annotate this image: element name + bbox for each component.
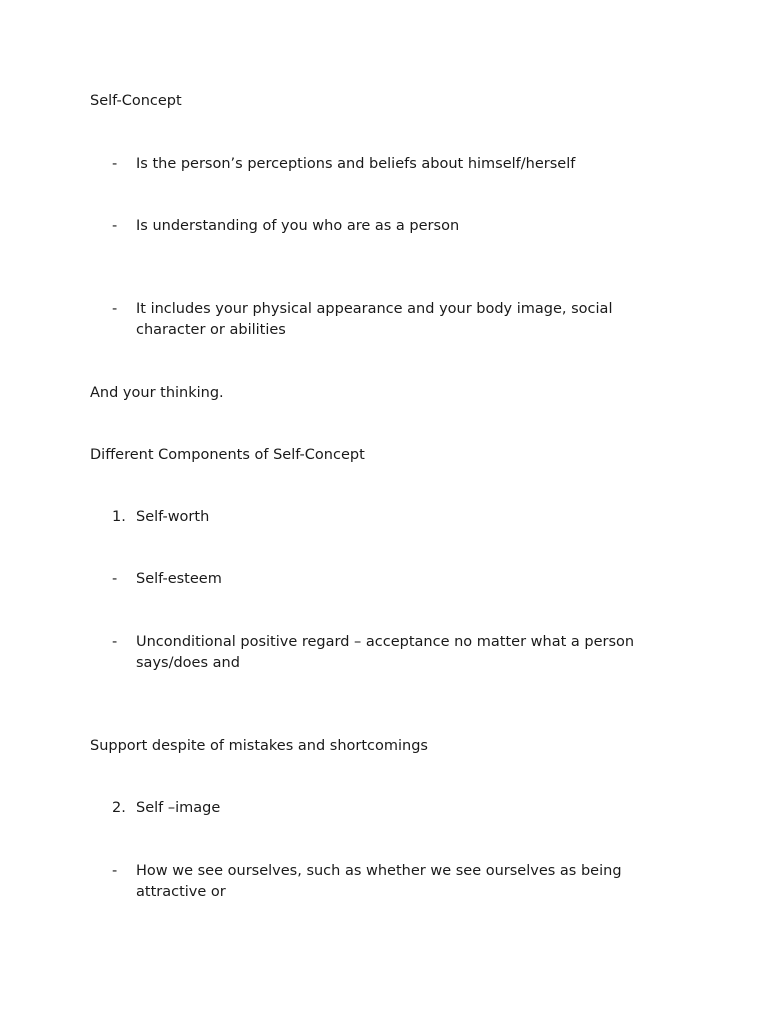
list-number: 1. (112, 509, 126, 525)
list-item-text: Unconditional positive regard – acceptance no matter what a person says/does and (136, 634, 635, 671)
list-item-text: Self-esteem (136, 571, 222, 587)
list-item-text: It includes your physical appearance and your body image, social character or abilities (136, 301, 613, 338)
continuation-text: Support despite of mistakes and shortcomings (90, 738, 428, 754)
list-item-text: Is understanding of you who are as a person (136, 218, 460, 234)
numbered-item-title: Self-worth (136, 509, 210, 525)
section-heading: Different Components of Self-Concept (90, 447, 365, 463)
bullet-dash: - (112, 863, 118, 879)
list-number: 2. (112, 800, 126, 816)
bullet-dash: - (112, 156, 118, 172)
page-heading: Self-Concept (90, 93, 182, 109)
bullet-dash: - (112, 301, 118, 317)
list-item-text: How we see ourselves, such as whether we see ourselves as being attractive or (136, 863, 622, 900)
bullet-dash: - (112, 634, 118, 650)
bullet-dash: - (112, 218, 118, 234)
numbered-item-title: Self –image (136, 800, 221, 816)
bullet-dash: - (112, 571, 118, 587)
list-item-text: Is the person’s perceptions and beliefs about himself/herself (136, 156, 576, 172)
continuation-text: And your thinking. (90, 385, 224, 401)
